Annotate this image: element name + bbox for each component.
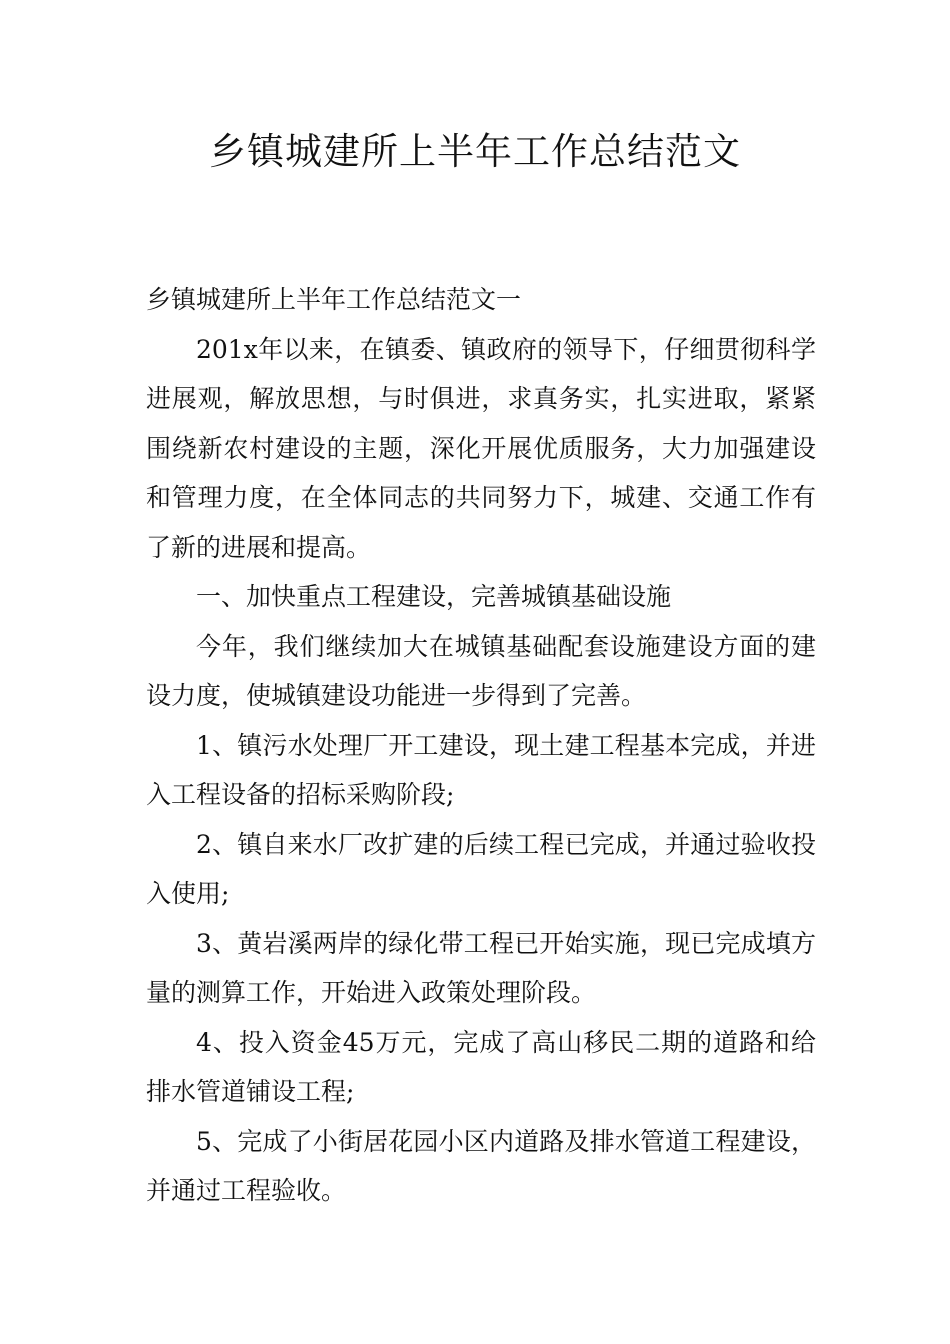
list-item: 3、黄岩溪两岸的绿化带工程已开始实施，现已完成填方量的测算工作，开始进入政策处理阶段。 [146, 928, 816, 1007]
document-body [146, 275, 816, 1216]
section-heading: 乡镇城建所上半年工作总结范文一 [146, 285, 522, 314]
paragraph-intro: 201x年以来，在镇委、镇政府的领导下，仔细贯彻科学进展观，解放思想，与时俱进，求真务实，扎实进取，紧紧围绕新农村建设的主题，深化开展优质服务，大力加强建设和管理力度，在全体同志的共同努力下，城建、交通工作有了新的进展和提高。 [146, 334, 816, 562]
list-item: 5、完成了小街居花园小区内道路及排水管道工程建设，并通过工程验收。 [146, 1126, 816, 1205]
list-item: 1、镇污水处理厂开工建设，现土建工程基本完成，并进入工程设备的招标采购阶段; [146, 730, 816, 809]
list-item: 2、镇自来水厂改扩建的后续工程已完成，并通过验收投入使用; [146, 829, 816, 908]
paragraph-section-one-heading: 一、加快重点工程建设，完善城镇基础设施 [196, 582, 672, 611]
list-item: 4、投入资金45万元，完成了高山移民二期的道路和给排水管道铺设工程; [146, 1027, 816, 1106]
document-title: 乡镇城建所上半年工作总结范文 [209, 130, 741, 173]
paragraph-section-one-summary: 今年，我们继续加大在城镇基础配套设施建设方面的建设力度，使城镇建设功能进一步得到了完善。 [146, 631, 816, 710]
